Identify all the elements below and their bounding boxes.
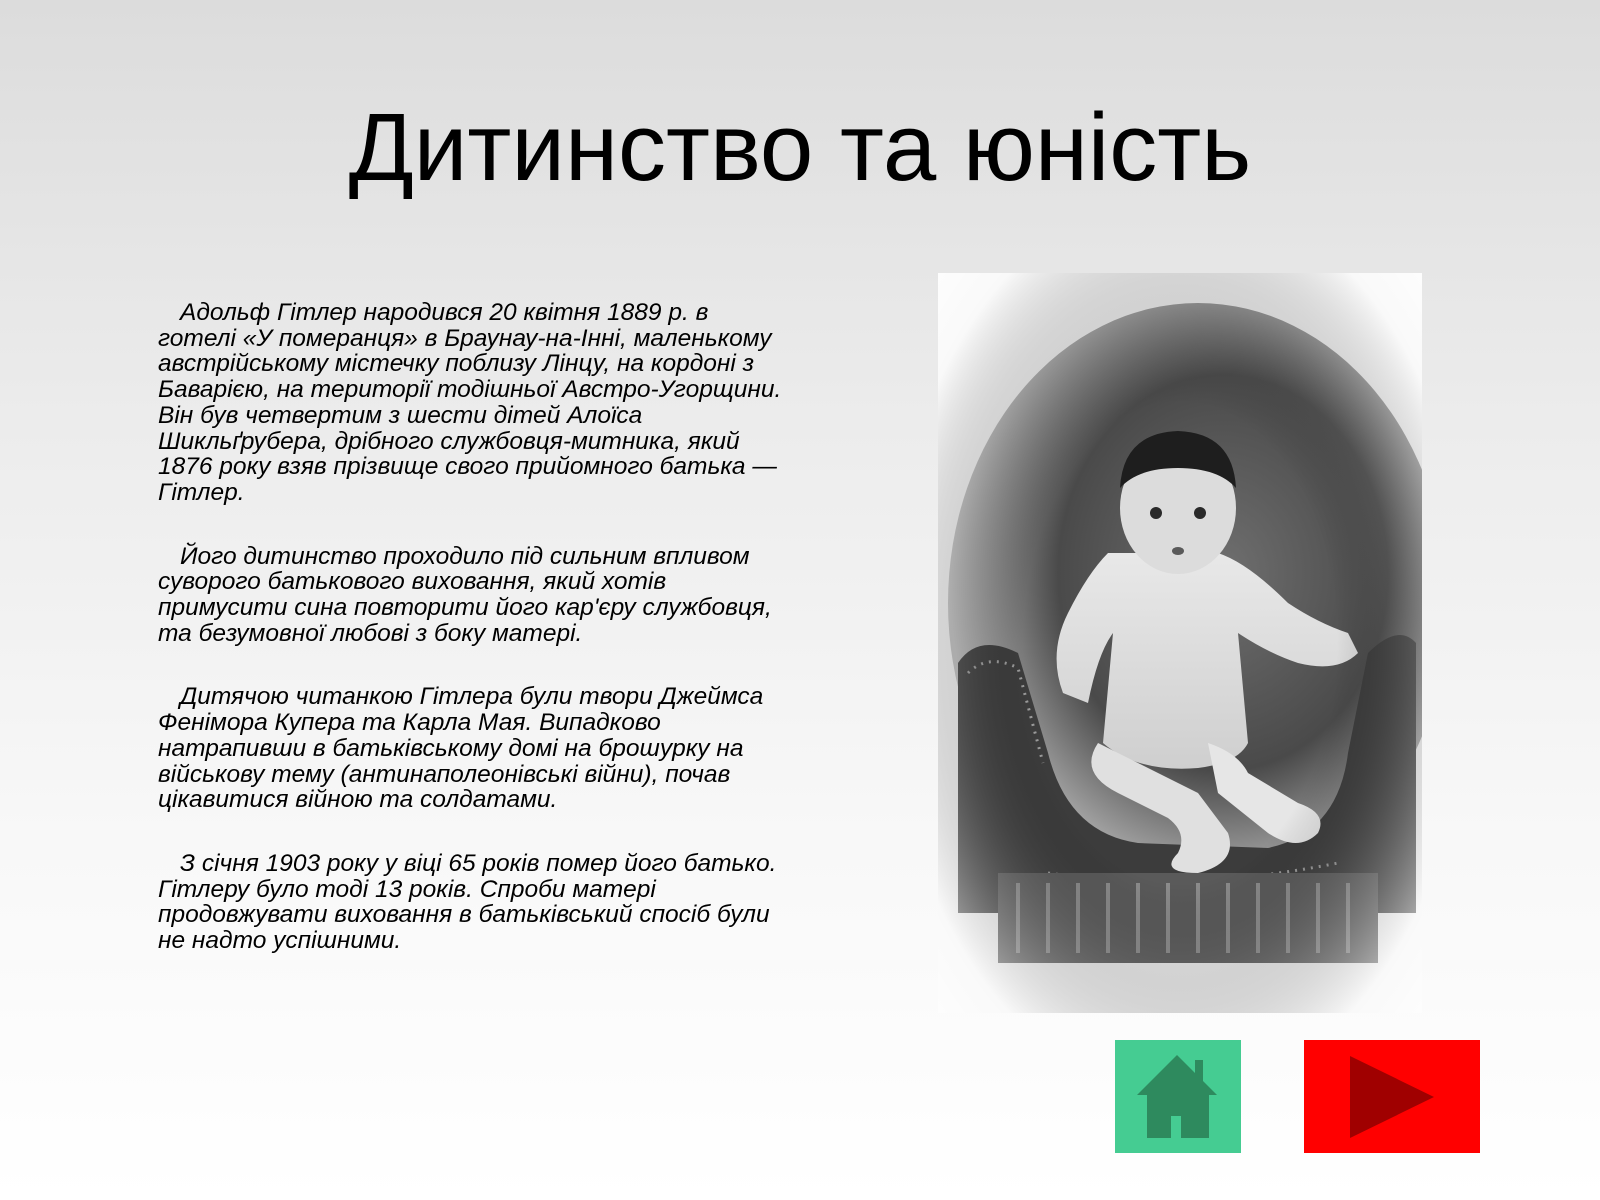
paragraph-birth: Адольф Гітлер народився 20 квітня 1889 р. в готелі «У померанця» в Браунау-на-Інні, маленькому австрійському містечку поблизу Лінцу, на кордоні з Баварією, на території тодішньої Австро-Угорщини. Він був четвертим з шести дітей Алоїса Шикльґрубера, дрібного службовця-митника, який 1876 року взяв прізвище свого прийомного батька — Гітлер. xyxy=(158,299,782,506)
slide-title: Дитинство та юність xyxy=(348,94,1252,201)
body-text xyxy=(158,300,783,992)
home-icon xyxy=(1115,1040,1241,1153)
paragraph-reading: Дитячою читанкою Гітлера були твори Джеймса Фенімора Купера та Карла Мая. Випадково натрапивши в батьківському домі на брошурку на військову тему (антинаполеонівські війни), почав цікавитися війною та солдатами. xyxy=(158,683,764,814)
next-slide-button[interactable] xyxy=(1304,1040,1480,1153)
paragraph-upbringing: Його дитинство проходило під сильним впливом суворого батькового виховання, який хотів примусити сина повторити його кар'єру службовця, та безумовної любові з боку матері. xyxy=(158,542,772,647)
baby-portrait-photo xyxy=(938,273,1422,1013)
home-button[interactable] xyxy=(1115,1040,1241,1153)
paragraph-father-death: З січня 1903 року у віці 65 років помер його батько. Гітлеру було тоді 13 років. Спроби матері продовжувати виховання в батьківський спосіб були не надто успішними. xyxy=(158,849,777,955)
play-arrow-icon xyxy=(1304,1040,1480,1153)
